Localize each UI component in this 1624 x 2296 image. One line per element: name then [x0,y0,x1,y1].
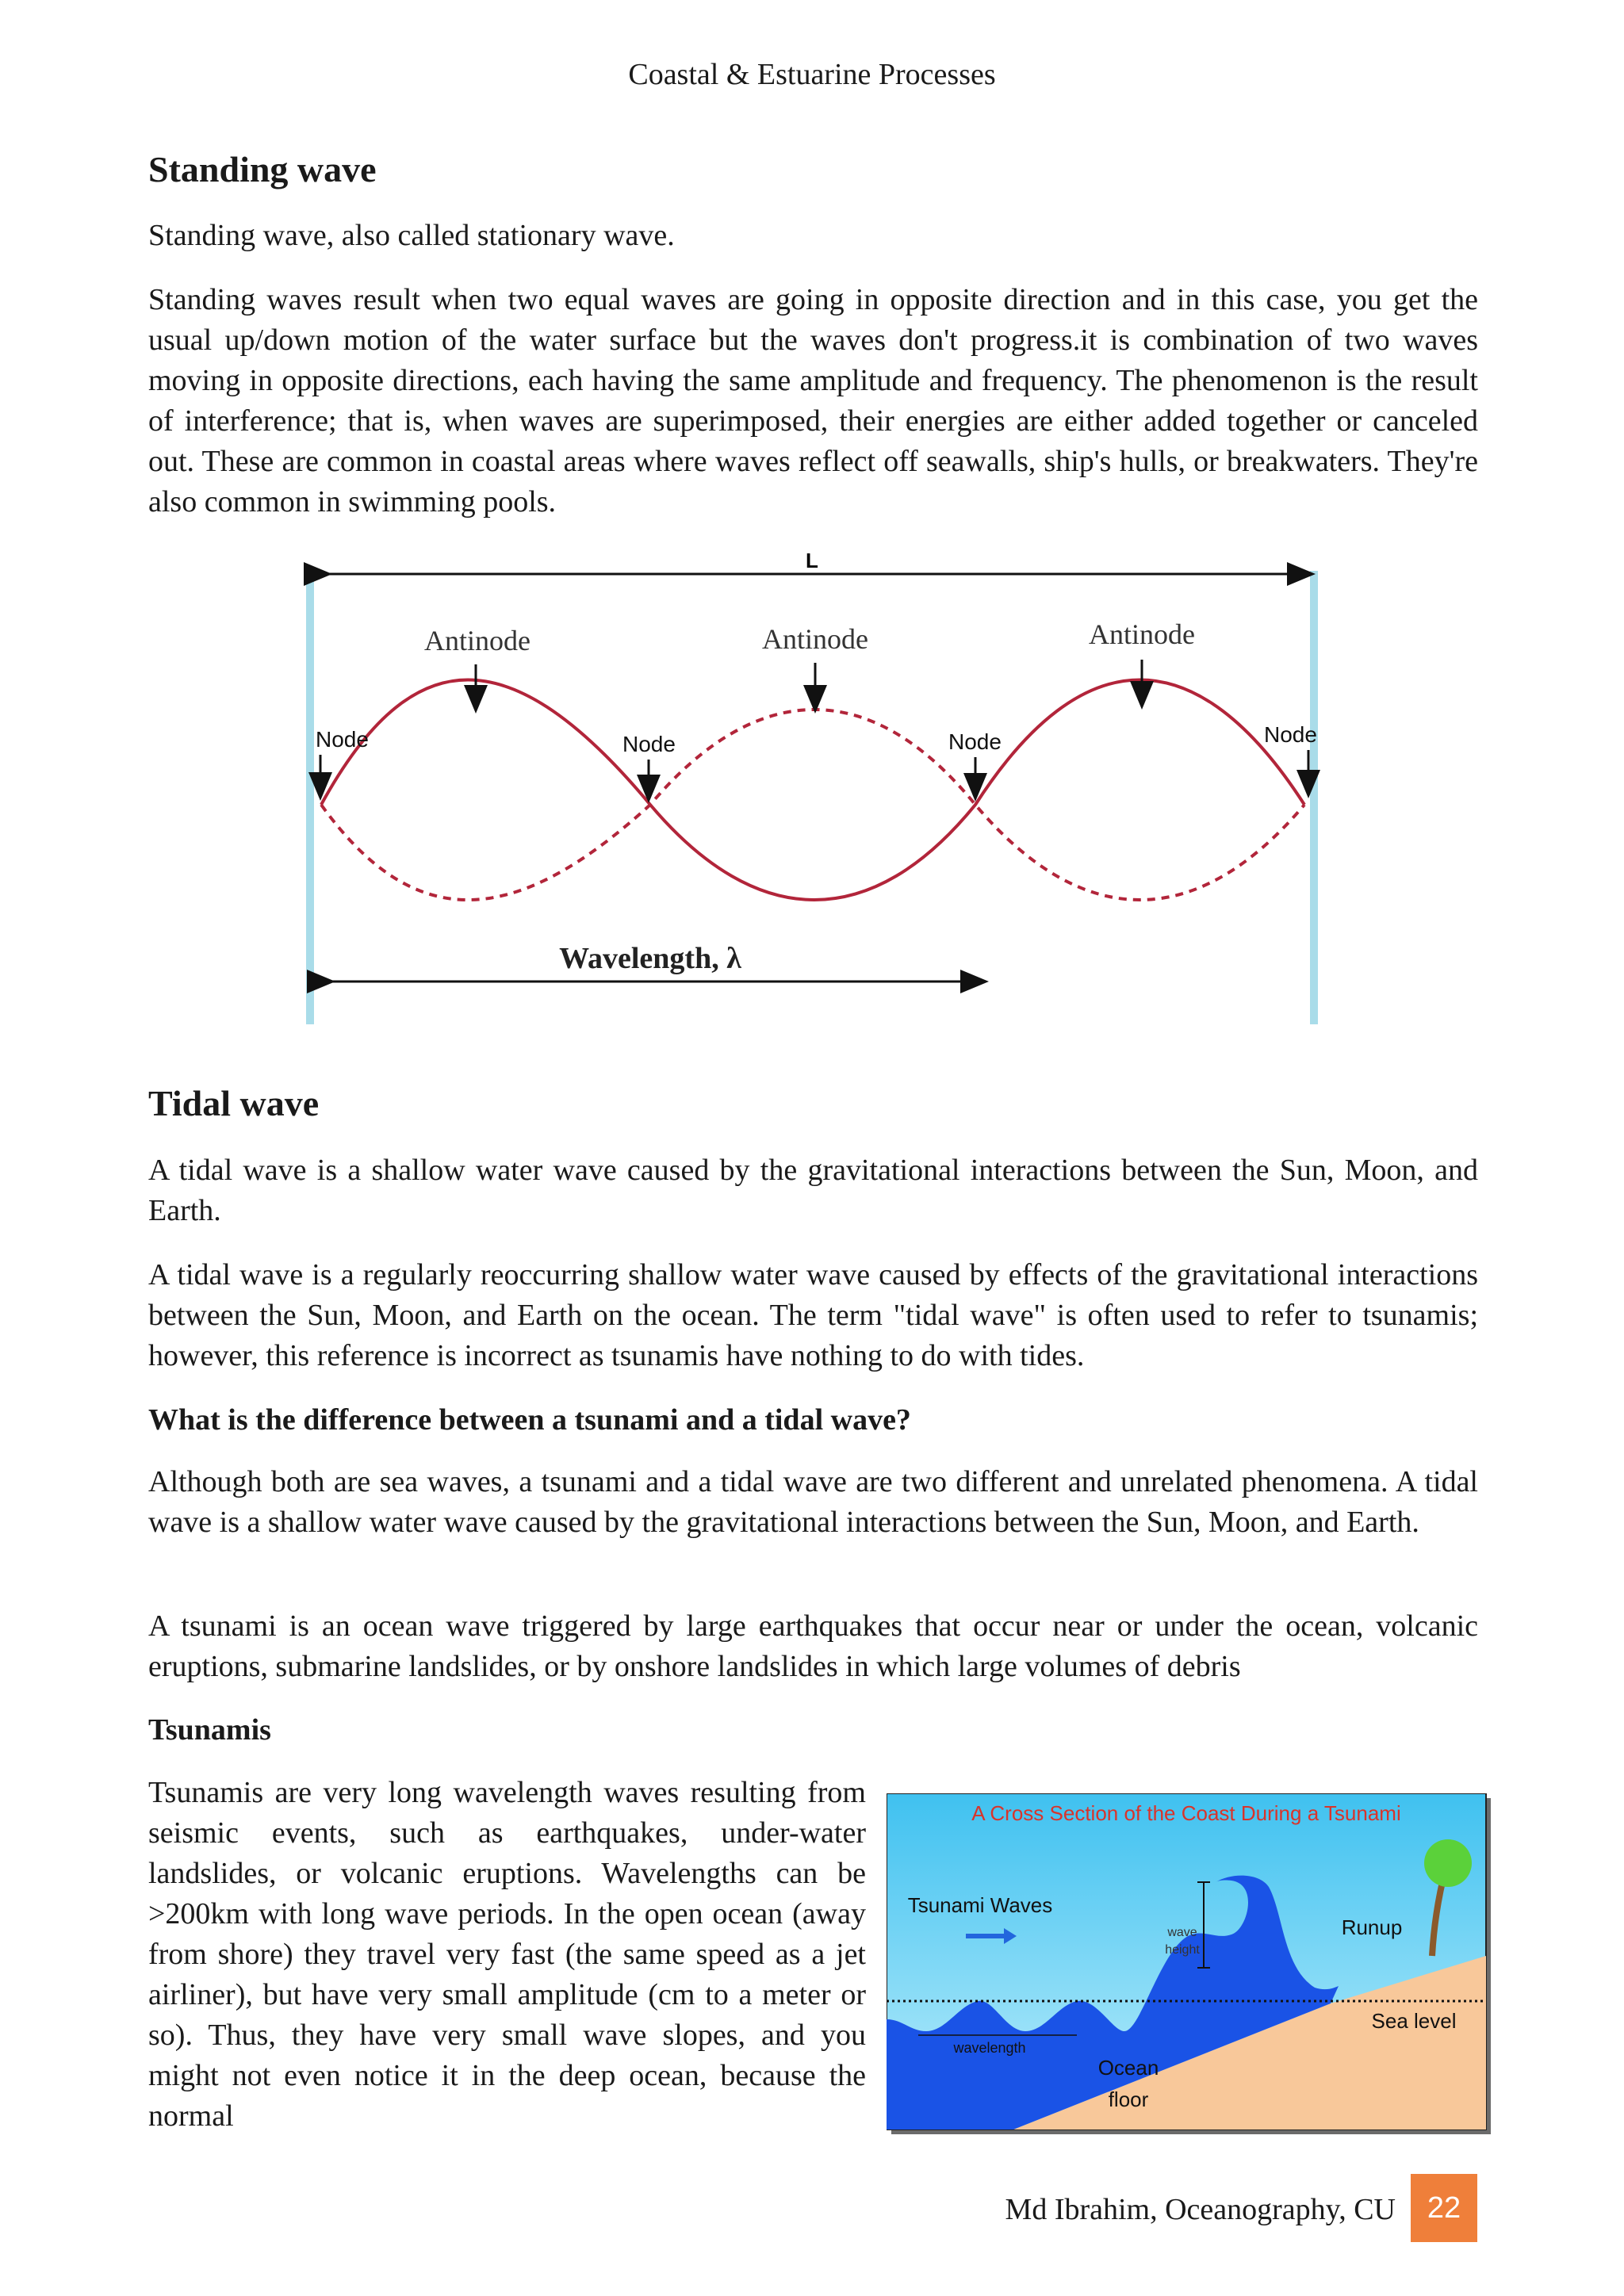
dashed-wave [321,710,1304,900]
standing-wave-figure [301,547,1332,1031]
node-label-3: Node [948,729,1002,754]
tidal-wave-intro: A tidal wave is a shallow water wave caused by the gravitational interactions between the Sun, Moon, and Earth. [148,1154,1478,1227]
antinode-label-1: Antinode [424,625,530,656]
sea-level-label: Sea level [1371,2009,1457,2033]
ocean-label: Ocean [1097,2056,1159,2080]
difference-answer: Although both are sea waves, a tsunami and a tidal wave are two different and unrelated phenomena. A tidal wave is a shallow water wave caused by the gravitational interactions between the Sun, Moon, and Earth. [148,1465,1478,1539]
length-label: L [806,549,818,572]
solid-wave [321,680,1304,901]
difference-question: What is the difference between a tsunami and a tidal wave? [148,1403,911,1437]
node-label-2: Node [622,732,676,756]
wavelength-label: Wavelength, λ [559,942,741,975]
standing-wave-heading: Standing wave [148,149,377,189]
wave-label: wave [1167,1926,1197,1939]
tsunami-definition: A tsunami is an ocean wave triggered by large earthquakes that occur near or under the ocean, volcanic eruptions, submarine landslides, or by onshore landslides in which large volumes of debris [148,1609,1478,1683]
figure-title: A Cross Section of the Coast During a Tsunami [971,1801,1401,1825]
tidal-wave-description: A tidal wave is a regularly reoccurring shallow water wave caused by effects of the gravitational interactions between the Sun, Moon, and Earth on the ocean. The term "tidal wave" is often used to refer to tsunamis; however, this reference is incorrect as tsunamis have nothing to do with tides. [148,1258,1478,1372]
page-number-badge: 22 [1411,2174,1477,2242]
footer-author: Md Ibrahim, Oceanography, CU [1005,2193,1396,2226]
antinode-label-3: Antinode [1089,618,1195,650]
running-header: Coastal & Estuarine Processes [628,58,996,91]
right-wall [1310,571,1318,1024]
palm-leaves [1424,1839,1472,1887]
tidal-wave-heading: Tidal wave [148,1083,320,1123]
antinode-label-2: Antinode [762,623,868,655]
runup-label: Runup [1341,1915,1403,1939]
standing-wave-section [148,148,1478,190]
left-wall [306,571,314,1024]
height-label: height [1165,1943,1200,1957]
tsunamis-description: Tsunamis are very long wavelength waves resulting from seismic events, such as earthquakes, under-water landslides, or volcanic eruptions. Wavelengths can be >200km with long wave periods. In the open ocean (away from shore) they travel very fast (the same speed as a jet airliner), but have very small amplitude (cm to a meter or so). Thus, they have very small wave slopes, and you might not even notice it in the deep ocean, because the normal [148,1776,866,2133]
tsunami-cross-section-figure [887,1793,1496,2139]
floor-label: floor [1108,2087,1149,2111]
standing-wave-intro: Standing wave, also called stationary wave. [148,219,675,252]
node-label-1: Node [316,727,369,752]
tsunamis-heading: Tsunamis [148,1713,271,1747]
tsunami-waves-label: Tsunami Waves [907,1893,1053,1917]
figure-wavelength-label: wavelength [953,2040,1026,2056]
standing-wave-description: Standing waves result when two equal waves are going in opposite direction and in this case, you get the usual up/down motion of the water surface but the waves don't progress.it is combination of two waves moving in opposite directions, each having the same amplitude and frequency. The phenomenon is the result of interference; that is, when waves are superimposed, their energies are either added together or canceled out. These are common in coastal areas where waves reflect off seawalls, ship's hulls, or breakwaters. They're also common in swimming pools. [148,283,1478,519]
node-label-4: Node [1264,722,1317,747]
